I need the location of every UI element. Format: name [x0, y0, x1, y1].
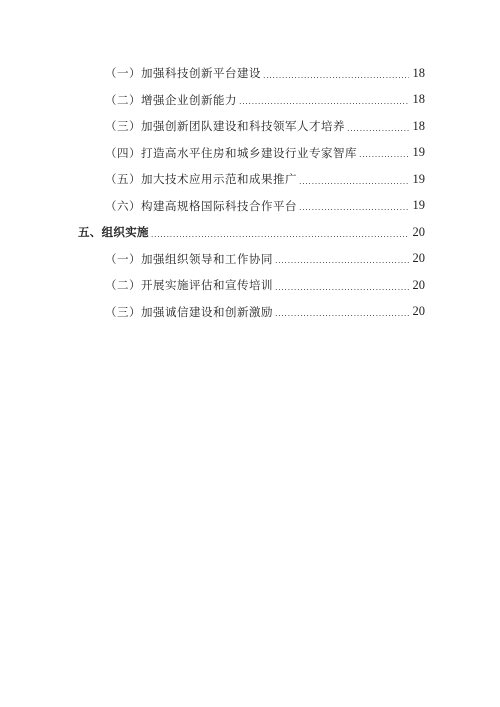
dot-leader: [275, 283, 409, 292]
toc-entry[interactable]: [0, 113, 425, 140]
table-of-contents: [0, 60, 500, 325]
toc-entry[interactable]: [0, 246, 425, 273]
dot-leader: [359, 150, 409, 159]
toc-section-heading[interactable]: [0, 219, 425, 246]
toc-page-number: 20: [412, 224, 425, 239]
toc-entry-title: （二）增强企业创新能力: [105, 92, 237, 107]
toc-entry-title: （一）加强科技创新平台建设: [105, 66, 261, 81]
toc-entry-title: （三）加强创新团队建设和科技领军人才培养: [105, 119, 345, 134]
toc-entry-title: （五）加大技术应用示范和成果推广: [105, 172, 297, 187]
toc-entry[interactable]: [0, 87, 425, 114]
dot-leader: [239, 97, 409, 106]
dot-leader: [299, 177, 409, 186]
toc-page-number: 19: [412, 145, 425, 160]
dot-leader: [275, 309, 409, 318]
toc-page-number: 18: [412, 92, 425, 107]
toc-entry-title: （一）加强组织领导和工作协同: [105, 251, 273, 266]
dot-leader: [299, 203, 409, 212]
toc-entry[interactable]: [0, 299, 425, 326]
toc-entry[interactable]: [0, 193, 425, 220]
dot-leader: [347, 124, 409, 133]
toc-page-number: 18: [412, 65, 425, 80]
toc-page-number: 19: [412, 171, 425, 186]
toc-page-number: 20: [412, 251, 425, 266]
toc-page-number: 20: [412, 277, 425, 292]
toc-entry[interactable]: [0, 60, 425, 87]
toc-entry[interactable]: [0, 140, 425, 167]
toc-entry[interactable]: [0, 272, 425, 299]
dot-leader: [151, 230, 409, 239]
toc-entry-title: （二）开展实施评估和宣传培训: [105, 278, 273, 293]
toc-entry-title: （三）加强诚信建设和创新激励: [105, 304, 273, 319]
dot-leader: [275, 256, 409, 265]
toc-section-title: 五、组织实施: [78, 225, 149, 240]
toc-entry[interactable]: [0, 166, 425, 193]
toc-entry-title: （四）打造高水平住房和城乡建设行业专家智库: [105, 145, 357, 160]
toc-page-number: 18: [412, 118, 425, 133]
toc-entry-title: （六）构建高规格国际科技合作平台: [105, 198, 297, 213]
toc-page-number: 20: [412, 304, 425, 319]
toc-page-number: 19: [412, 198, 425, 213]
dot-leader: [263, 71, 409, 80]
